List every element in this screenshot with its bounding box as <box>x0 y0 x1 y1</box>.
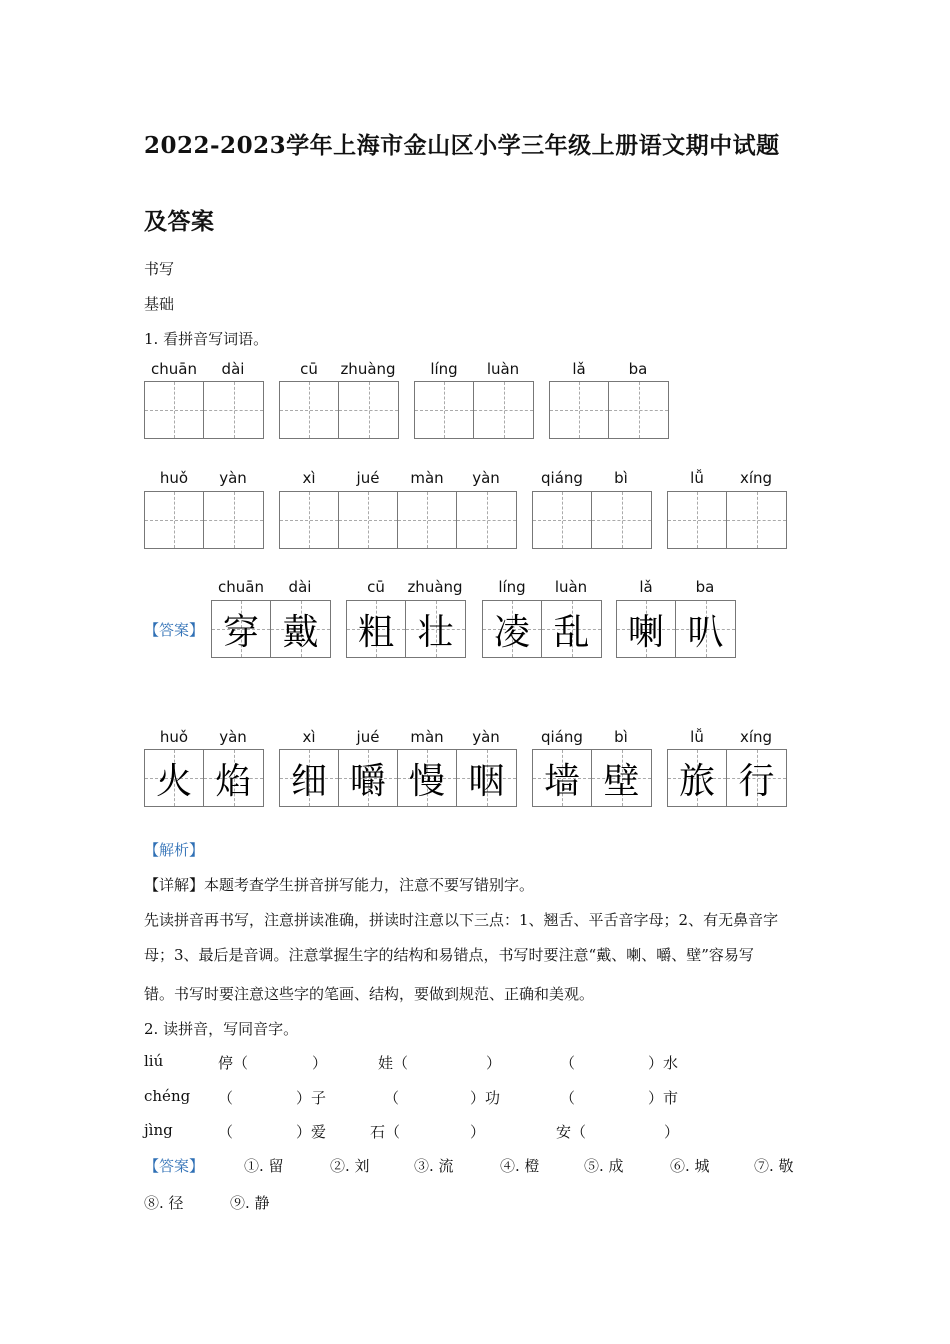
writing-cell[interactable] <box>457 492 516 548</box>
pinyin-label: yàn <box>472 469 500 487</box>
answer-cell <box>339 750 398 806</box>
answer-cell <box>542 601 601 657</box>
answer-cell <box>406 601 465 657</box>
answer-cell <box>280 750 339 806</box>
answer-character: 喇 <box>627 611 664 653</box>
pinyin-label: chuān <box>151 360 197 378</box>
answer-grid <box>532 749 652 807</box>
pinyin-label: jué <box>356 469 380 487</box>
blank-a-open: （ <box>218 1089 234 1107</box>
pinyin-label: qiáng <box>541 728 583 746</box>
answer-item: ⑧. 径 <box>144 1194 184 1212</box>
writing-cell[interactable] <box>280 382 339 438</box>
answer-cell <box>668 750 727 806</box>
blank-c-open: 安（ <box>556 1123 587 1141</box>
writing-cell[interactable] <box>339 492 398 548</box>
writing-cell[interactable] <box>204 492 263 548</box>
answer-item: ⑦. 敬 <box>754 1157 794 1175</box>
explain-line-1: 先读拼音再书写，注意拼读准确，拼读时注意以下三点：1、翘舌、平舌音字母；2、有无鼻音字 <box>144 911 779 929</box>
blank-b-close: ） <box>470 1123 486 1141</box>
blank-c-open: （ <box>560 1089 576 1107</box>
answer-cell <box>457 750 516 806</box>
answer-cell <box>204 750 263 806</box>
pinyin-label: cū <box>367 578 385 596</box>
blank-b-open: （ <box>384 1089 400 1107</box>
answer-character: 行 <box>738 760 775 802</box>
writing-grid <box>414 381 534 439</box>
answer-cell <box>483 601 542 657</box>
answer-cell <box>212 601 271 657</box>
writing-cell[interactable] <box>204 382 263 438</box>
answer-character: 墙 <box>543 760 580 802</box>
answer-cell <box>145 750 204 806</box>
answer-character: 火 <box>155 760 192 802</box>
pinyin-label: qiáng <box>541 469 583 487</box>
pinyin-label: ba <box>628 360 648 378</box>
writing-cell[interactable] <box>550 382 609 438</box>
pinyin-jing: jìng <box>144 1121 173 1139</box>
answer-character: 嚼 <box>349 760 386 802</box>
writing-grid <box>279 491 517 549</box>
pinyin-label: xíng <box>739 728 773 746</box>
writing-cell[interactable] <box>533 492 592 548</box>
pinyin-label: dài <box>288 578 312 596</box>
pinyin-label: lǎ <box>639 578 653 596</box>
pinyin-label: luàn <box>486 360 520 378</box>
pinyin-label: bì <box>614 469 628 487</box>
pinyin-label: màn <box>410 728 444 746</box>
pinyin-label: yàn <box>219 469 247 487</box>
pinyin-label: zhuàng <box>407 578 463 596</box>
answer-character: 壮 <box>417 611 454 653</box>
blank-a-open: 停（ <box>218 1054 249 1072</box>
answer-item: ⑤. 成 <box>584 1157 624 1175</box>
answer-item: ⑨. 静 <box>230 1194 270 1212</box>
pinyin-label: yàn <box>472 728 500 746</box>
answer-cell <box>347 601 406 657</box>
writing-cell[interactable] <box>280 492 339 548</box>
answer-character: 壁 <box>603 760 640 802</box>
writing-grid <box>532 491 652 549</box>
pinyin-label: dài <box>221 360 245 378</box>
explain-line-2: 母；3、最后是音调。注意掌握生字的结构和易错点，书写时要注意“戴、喇、嚼、壁”容易写 <box>144 946 754 964</box>
answer-cell <box>617 601 676 657</box>
writing-cell[interactable] <box>415 382 474 438</box>
answer-grid <box>279 749 517 807</box>
pinyin-label: chuān <box>218 578 264 596</box>
pinyin-label: lǚ <box>690 469 704 487</box>
writing-cell[interactable] <box>145 382 204 438</box>
answer-item: ⑥. 城 <box>670 1157 710 1175</box>
pinyin-label: xíng <box>739 469 773 487</box>
writing-cell[interactable] <box>727 492 786 548</box>
answer-cell <box>727 750 786 806</box>
blank-a-open: （ <box>218 1123 234 1141</box>
answer-item: ③. 流 <box>414 1157 454 1175</box>
pinyin-label: lǎ <box>572 360 586 378</box>
blank-c-close: ）市 <box>648 1089 679 1107</box>
answer-grid <box>346 600 466 658</box>
answer-grid <box>211 600 331 658</box>
blank-b-close: ） <box>486 1054 502 1072</box>
answer-character: 乱 <box>553 611 590 653</box>
pinyin-cheng: chéng <box>144 1087 191 1105</box>
pinyin-label: huǒ <box>159 728 189 746</box>
subsection-heading: 基础 <box>144 295 175 313</box>
answer-character: 凌 <box>493 611 530 653</box>
answer-character: 旅 <box>678 760 715 802</box>
answer-character: 慢 <box>408 760 445 802</box>
writing-grid <box>144 491 264 549</box>
pinyin-label: xì <box>302 728 316 746</box>
writing-cell[interactable] <box>398 492 457 548</box>
pinyin-label: bì <box>614 728 628 746</box>
blank-a-close: ）爱 <box>296 1123 327 1141</box>
pinyin-label: líng <box>430 360 458 378</box>
answer-character: 戴 <box>282 611 319 653</box>
pinyin-label: lǚ <box>690 728 704 746</box>
blank-a-close: ）子 <box>296 1089 327 1107</box>
blank-b-open: 娃（ <box>378 1054 409 1072</box>
answer-item: ④. 橙 <box>500 1157 540 1175</box>
writing-cell[interactable] <box>339 382 398 438</box>
answer-tag-q2: 【答案】 <box>144 1157 205 1175</box>
answer-character: 咽 <box>468 760 505 802</box>
answer-character: 焰 <box>215 760 252 802</box>
question-2-label: 2. 读拼音，写同音字。 <box>144 1020 299 1038</box>
pinyin-label: líng <box>498 578 526 596</box>
answer-grid <box>616 600 736 658</box>
writing-cell[interactable] <box>609 382 668 438</box>
page-title-line2: 及答案 <box>144 208 215 235</box>
answer-cell <box>592 750 651 806</box>
answer-character: 粗 <box>357 611 394 653</box>
answer-cell <box>398 750 457 806</box>
pinyin-label: ba <box>695 578 715 596</box>
writing-cell[interactable] <box>474 382 533 438</box>
pinyin-label: zhuàng <box>340 360 396 378</box>
pinyin-label: luàn <box>554 578 588 596</box>
writing-cell[interactable] <box>668 492 727 548</box>
blank-c-close: ） <box>664 1123 680 1141</box>
section-heading: 书写 <box>144 260 175 278</box>
answer-cell <box>271 601 330 657</box>
answer-grid <box>482 600 602 658</box>
blank-c-open: （ <box>560 1054 576 1072</box>
pinyin-label: xì <box>302 469 316 487</box>
question-1-label: 1. 看拼音写词语。 <box>144 330 269 348</box>
detail-text: 【详解】本题考查学生拼音拼写能力，注意不要写错别字。 <box>144 876 535 894</box>
blank-a-close: ） <box>312 1054 328 1072</box>
writing-cell[interactable] <box>145 492 204 548</box>
answer-character: 细 <box>290 760 327 802</box>
answer-grid <box>144 749 264 807</box>
pinyin-label: cū <box>300 360 318 378</box>
writing-grid <box>144 381 264 439</box>
page-title-line1: 2022-2023学年上海市金山区小学三年级上册语文期中试题 <box>144 132 780 159</box>
pinyin-label: huǒ <box>159 469 189 487</box>
writing-cell[interactable] <box>592 492 651 548</box>
answer-tag-q1: 【答案】 <box>144 621 205 639</box>
pinyin-liu: liú <box>144 1052 164 1070</box>
answer-item: ①. 留 <box>244 1157 284 1175</box>
writing-grid <box>279 381 399 439</box>
blank-c-close: ）水 <box>648 1054 679 1072</box>
answer-item: ②. 刘 <box>330 1157 370 1175</box>
pinyin-label: màn <box>410 469 444 487</box>
writing-grid <box>667 491 787 549</box>
answer-grid <box>667 749 787 807</box>
pinyin-label: yàn <box>219 728 247 746</box>
answer-cell <box>676 601 735 657</box>
answer-character: 叭 <box>687 611 724 653</box>
blank-b-close: ）功 <box>470 1089 501 1107</box>
writing-grid <box>549 381 669 439</box>
pinyin-label: jué <box>356 728 380 746</box>
blank-b-open: 石（ <box>370 1123 401 1141</box>
answer-character: 穿 <box>222 611 259 653</box>
explain-line-3: 错。书写时要注意这些字的笔画、结构，要做到规范、正确和美观。 <box>144 985 595 1003</box>
answer-cell <box>533 750 592 806</box>
analysis-tag: 【解析】 <box>144 841 205 859</box>
